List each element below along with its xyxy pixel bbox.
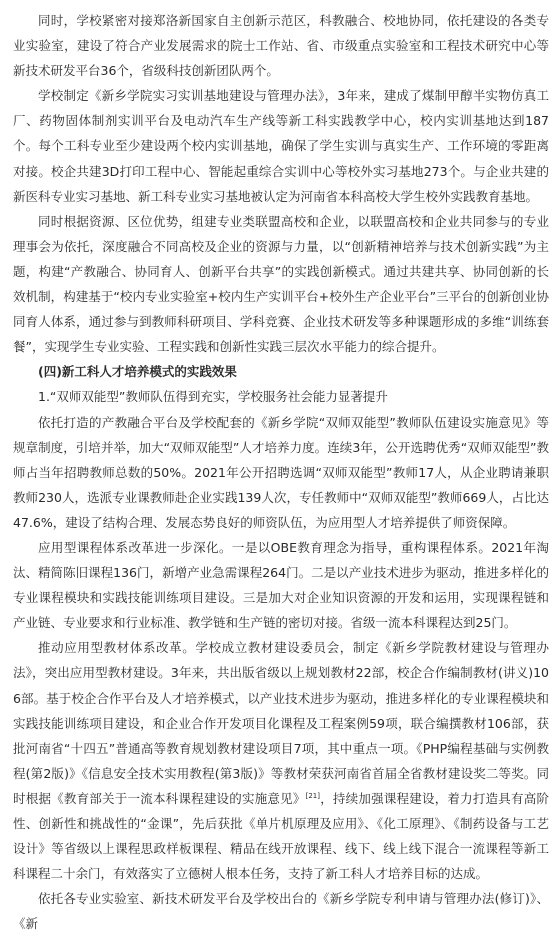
paragraph-patents: 依托各专业实验室、新技术研发平台及学校出台的《新乡学院专利申请与管理办法(修订)》、《新: [13, 891, 549, 932]
citation-superscript: [21]: [305, 791, 320, 800]
paragraph-research-platforms: 同时，学校紧密对接郑洛新国家自主创新示范区，科教融合、校地协同，依托建设的各类专业实验室，建设了符合产业发展需求的院士工作站、省、市级重点实验室和工程技术研究中心等新技术研发平台36个，省级科技创新团队两个。: [13, 13, 549, 79]
paragraph-textbook-reform: [0, 635, 560, 886]
paragraph-textbook-reform-part1: 推动应用型教材体系改革。学校成立教材建设委员会，制定《新乡学院教材建设与管理办法》，突出应用型教材建设。3年来，共出版省级以上规划教材22部，校企合作编制教材(讲义)106部。基于校企合作平台及人才培养模式，以产业技术进步为驱动，推进多样化的专业课程模块和实践技能训练项目建设，和企业合作开发项目化课程及工程案例59项，联合编撰教材106部，获批河南省“十四五”普通高等教育规划教材建设项目7项，其中重点一项。《PHP编程基础与实例教程(第2版)》《信息安全技术实用教程(第3版)》等教材荣获河南省首届全省教材建设奖二等奖。同时根据《教育部关于一流本科课程建设的实施意见》: [13, 640, 549, 806]
paragraph-training-bases: 学校制定《新乡学院实习实训基地建设与管理办法》，3年来，建成了煤制甲醇半实物仿真工厂、药物固体制剂实训平台及电动汽车生产线等新工科实践教学中心，校内实训基地达到187个。每个工科专业至少建设两个校内实训基地，确保了学生实训与真实生产、工作环境的零距离对接。校企共建3D打印工程中心、智能起重综合实训中心等校外实习基地273个。与企业共建的新医科专业实习基地、新工科专业实习基地被认定为河南省本科高校大学生校外实践教育基地。: [13, 88, 549, 204]
paragraph-textbook-reform-part2: ，持续加强课程建设，着力打造具有高阶性、创新性和挑战性的“金课”，先后获批《单片机原理及应用》、《化工原理》、《制药设备与工艺设计》等省级以上课程思政样板课程、精品在线开放课程、线下、线上线下混合一流课程等新工科课程二十余门，有效落实了立德树人根本任务，支持了新工科人才培养目标的达成。: [13, 790, 549, 882]
subsection-heading: 1.“双师双能型”教师队伍得到充实，学校服务社会能力显著提升: [38, 389, 388, 405]
paragraph-alliance-model: 同时根据资源、区位优势，组建专业类联盟高校和企业，以联盟高校和企业共同参与的专业理事会为依托，深度融合不同高校及企业的资源与力量，以“创新精神培养与技术创新实践”为主题，构建“产教融合、协同育人、创新平台共享”的实践创新模式。通过共建共享、协同创新的长效机制，构建基于“校内专业实验室+校内生产实训平台+校外生产企业平台”三平台的创新创业协同育人体系，通过参与到教师科研项目、学科竞赛、企业技术研发等多种课题形成的多维“训练套餐”，实现学生专业实验、工程实践和创新性实践三层次水平能力的综合提升。: [13, 213, 549, 355]
section-heading: (四)新工科人才培养模式的实践效果: [38, 364, 237, 380]
paragraph-curriculum-reform: 应用型课程体系改革进一步深化。一是以OBE教育理念为指导，重构课程体系。2021年淘汰、精简陈旧课程136门，新增产业急需课程264门。二是以产业技术进步为驱动，推进多样化的专业课程模块和实践技能训练项目建设。三是加大对企业知识资源的开发和运用，实现课程链和产业链、专业要求和行业标准、教学链和生产链的密切对接。省级一流本科课程达到25门。: [13, 539, 549, 631]
paragraph-dual-teachers: 依托打造的产教融合平台及学校配套的《新乡学院“双师双能型”教师队伍建设实施意见》等规章制度，引培并举，加大“双师双能型”人才培养力度。连续3年，公开选聘优秀“双师双能型”教师占当年招聘教师总数的50%。2021年公开招聘选调“双师双能型”教师17人，从企业聘请兼职教师230人，选派专业课教师赴企业实践139人次，专任教师中“双师双能型”教师669人，占比达47.6%，建设了结构合理、发展态势良好的师资队伍，为应用型人才培养提供了师资保障。: [13, 414, 549, 530]
